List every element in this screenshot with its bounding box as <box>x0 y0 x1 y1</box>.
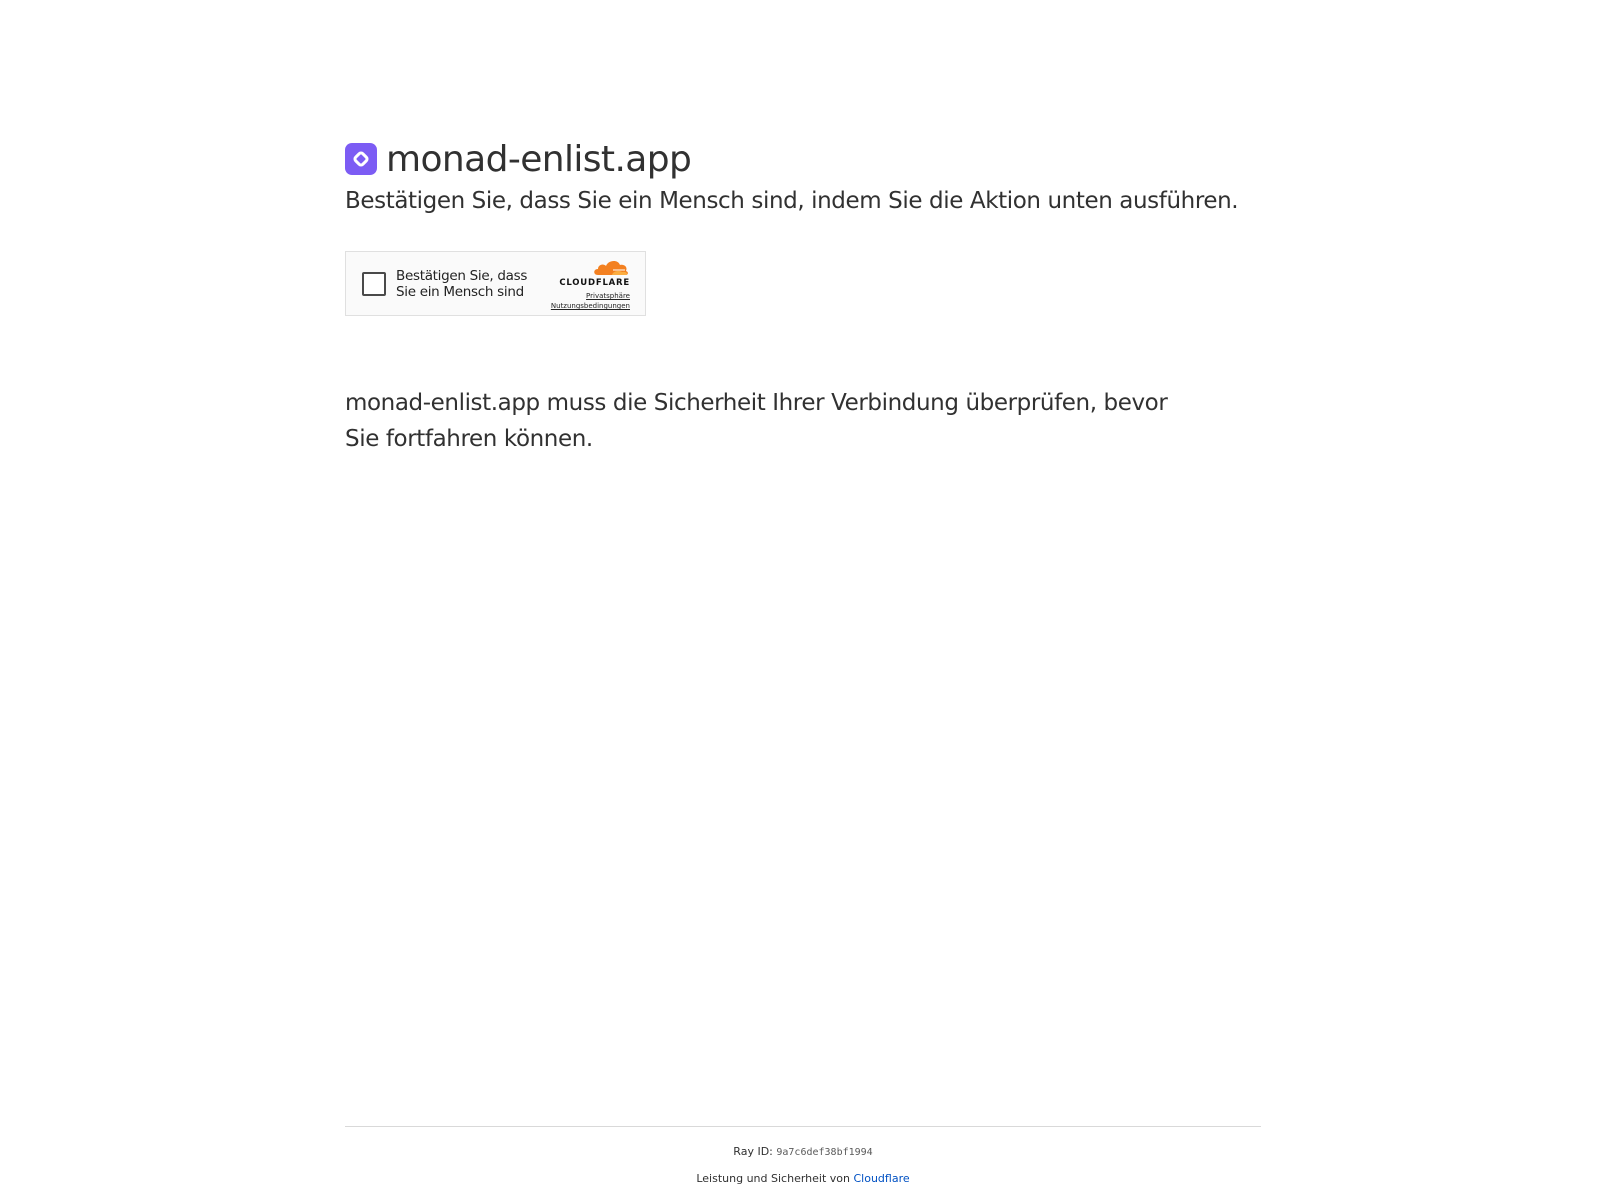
performance-row <box>345 1172 1261 1185</box>
terms-link[interactable]: Nutzungsbedingungen <box>550 302 630 310</box>
site-header <box>345 138 1260 180</box>
turnstile-widget <box>345 251 646 316</box>
ray-id-row <box>345 1145 1261 1158</box>
page-subtitle: Bestätigen Sie, dass Sie ein Mensch sind, indem Sie die Aktion unten ausführen. <box>345 188 1239 214</box>
security-description: monad-enlist.app muss die Sicherheit Ihrer Verbindung überprüfen, bevor Sie fortfahren können. <box>345 390 1168 452</box>
cloudflare-wordmark: CLOUDFLARE <box>559 278 630 288</box>
cloudflare-branding <box>551 258 630 311</box>
footer <box>345 1126 1261 1185</box>
checkbox-label: Bestätigen Sie, dass Sie ein Mensch sind <box>396 267 528 300</box>
site-title: monad-enlist.app <box>386 138 692 180</box>
main-content <box>345 138 1260 457</box>
site-logo-icon <box>345 143 377 175</box>
ray-id-label: Ray ID: <box>733 1145 773 1158</box>
human-verify-checkbox[interactable] <box>362 272 386 296</box>
cloudflare-cloud-icon <box>592 258 630 280</box>
performance-text: Leistung und Sicherheit von <box>696 1172 850 1185</box>
privacy-link[interactable]: Privatsphäre <box>586 292 630 300</box>
cloudflare-link[interactable]: Cloudflare <box>853 1172 910 1185</box>
ray-id-value: 9a7c6def38bf1994 <box>776 1147 873 1158</box>
